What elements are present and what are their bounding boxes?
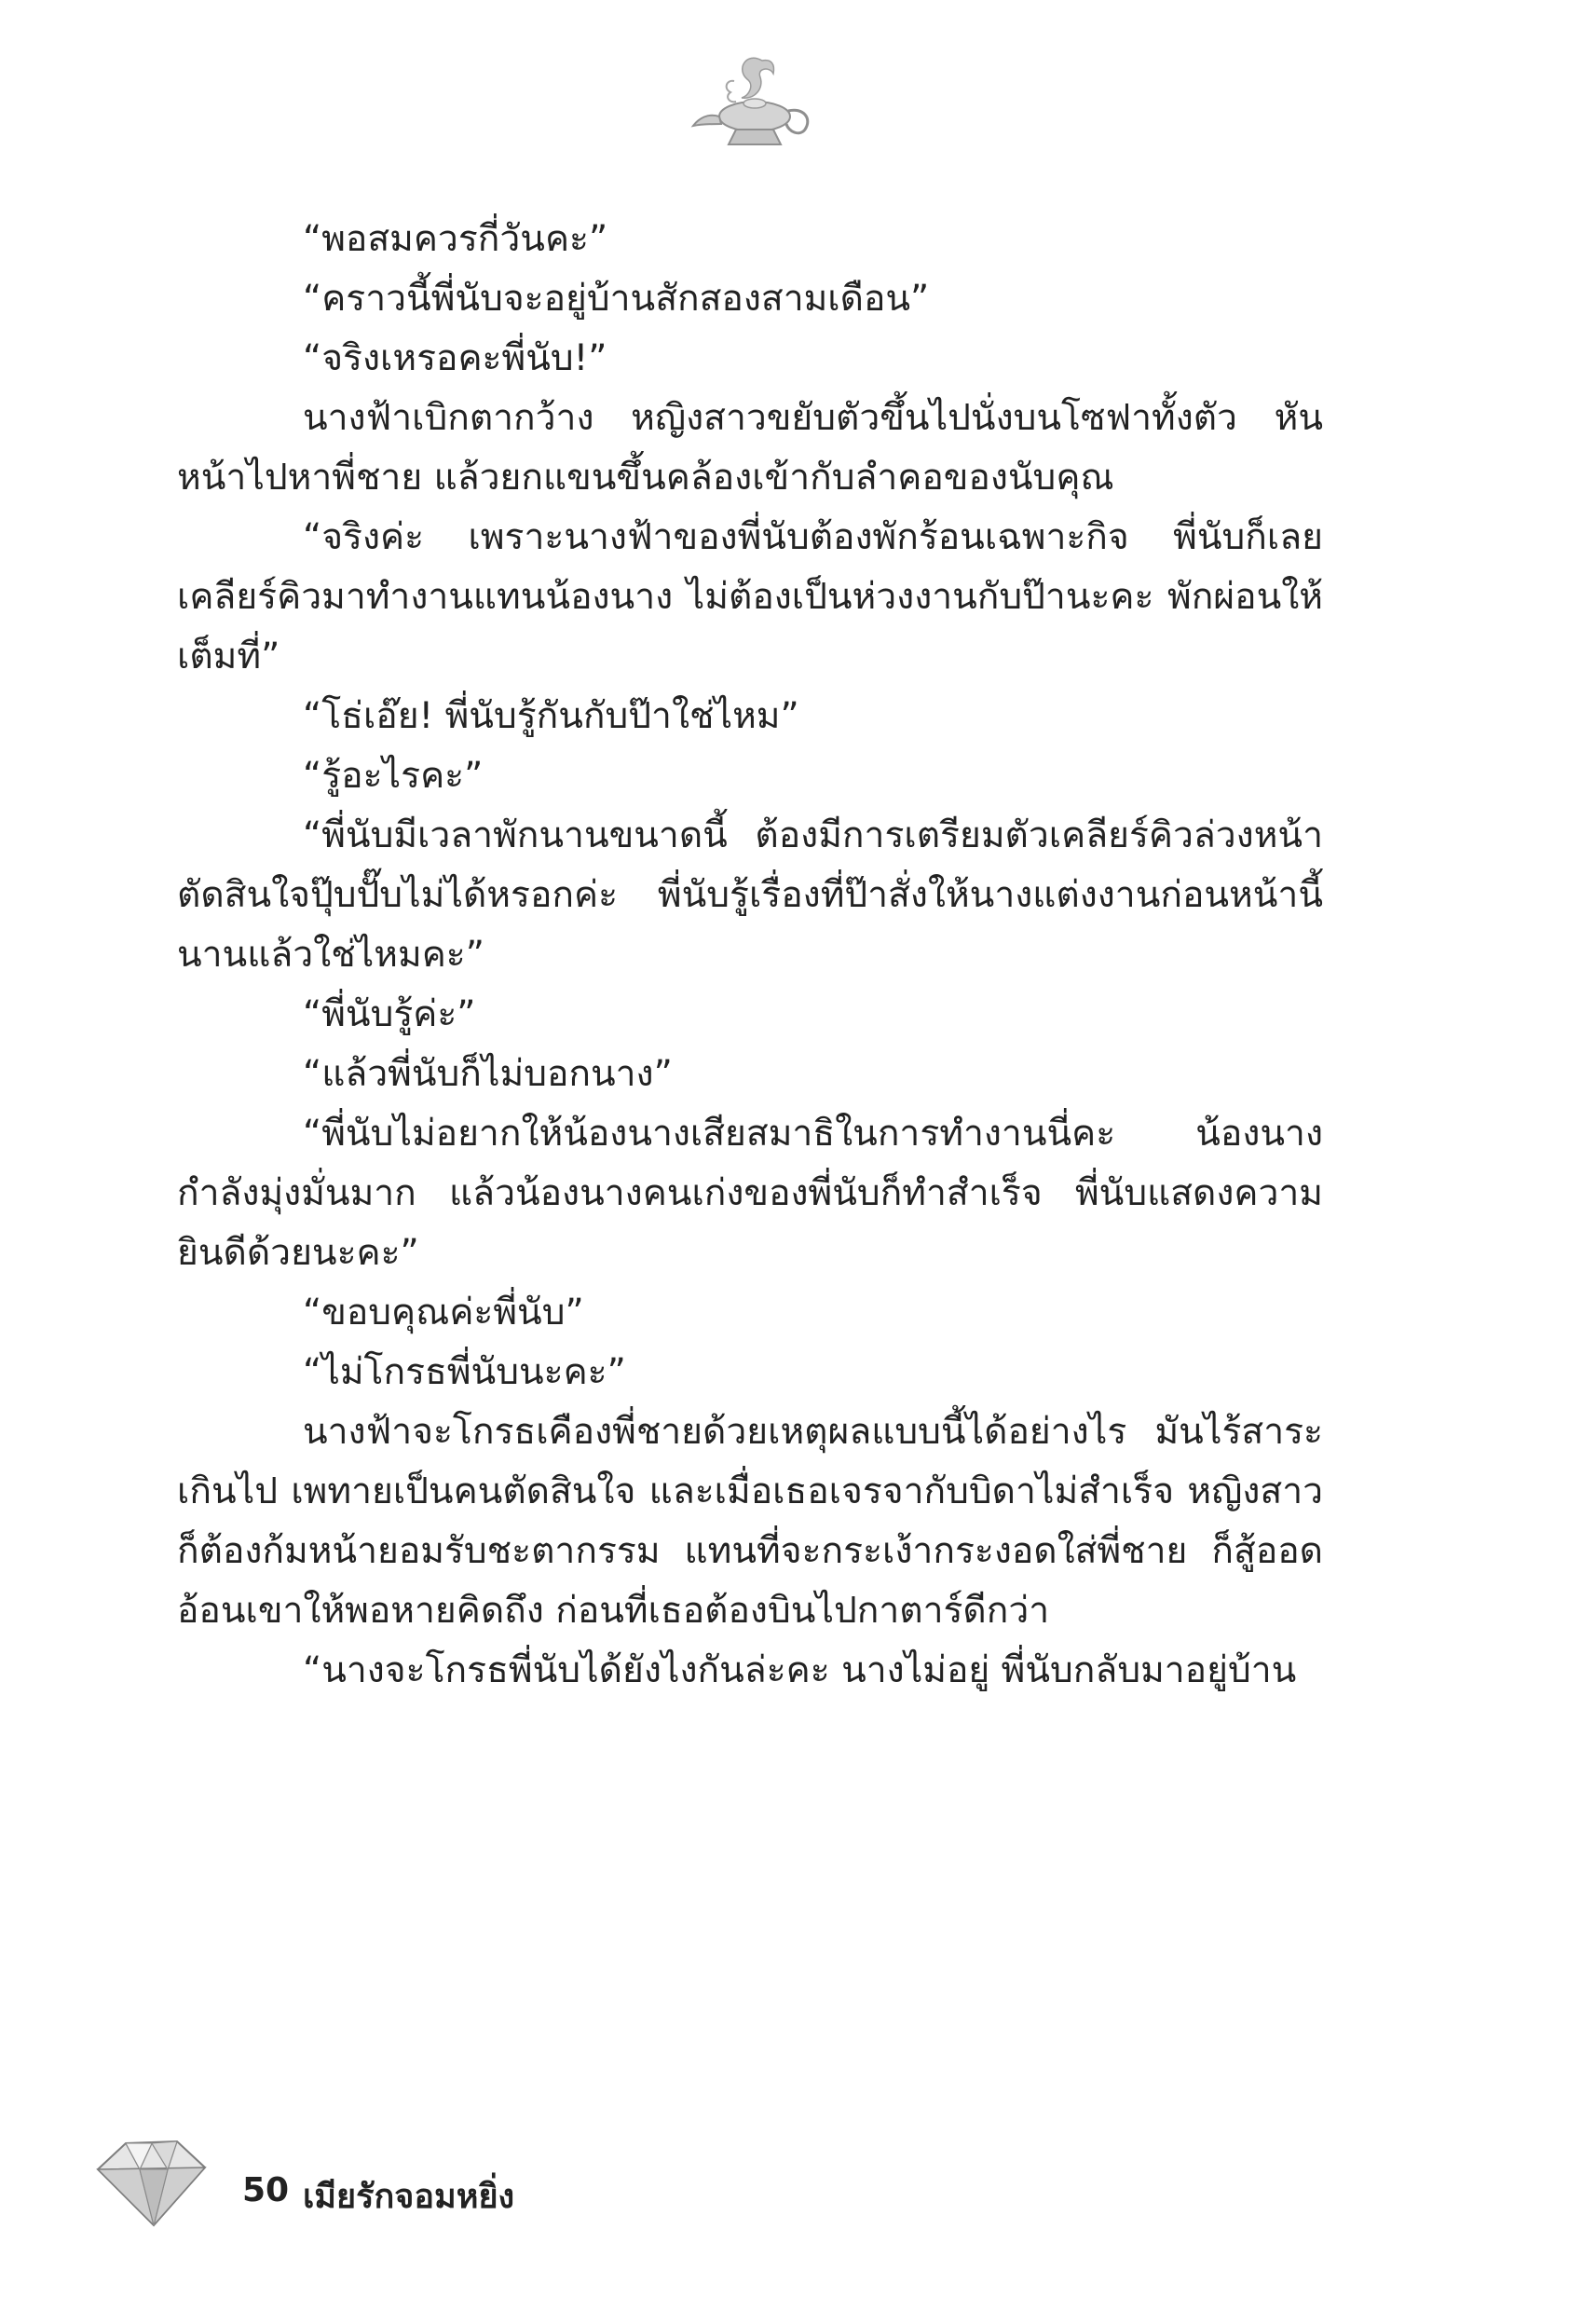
paragraph: นางฟ้าเบิกตากว้าง หญิงสาวขยับตัวขึ้นไปนั่งบนโซฟาทั้งตัว หันหน้าไปหาพี่ชาย แล้วยกแขนขึ้นคล้องเข้ากับลำคอของนับคุณ xyxy=(177,397,1323,499)
paragraph: “พี่นับมีเวลาพักนานขนาดนี้ ต้องมีการเตรียมตัวเคลียร์คิวล่วงหน้า ตัดสินใจปุ๊บปั๊บไม่ได้หรอกค่ะ พี่นับรู้เรื่องที่ป๊าสั่งให้นางแต่งงานก่อนหน้านี้นานแล้วใช่ไหมคะ” xyxy=(177,814,1323,976)
paragraph: “โธ่เอ๊ย! พี่นับรู้กันกับป๊าใช่ไหม” xyxy=(303,695,799,737)
paragraph: นางฟ้าจะโกรธเคืองพี่ชายด้วยเหตุผลแบบนี้ได้อย่างไร มันไร้สาระเกินไป เพทายเป็นคนตัดสินใจ และเมื่อเธอเจรจากับบิดาไม่สำเร็จ หญิงสาวก็ต้องก้มหน้ายอมรับชะตากรรม แทนที่จะกระเง้ากระงอดใส่พี่ชาย ก็สู้ออดอ้อนเขาให้พอหายคิดถึง ก่อนที่เธอต้องบินไปกาตาร์ดีกว่า xyxy=(177,1411,1323,1632)
paragraph: “คราวนี้พี่นับจะอยู่บ้านสักสองสามเดือน” xyxy=(303,278,930,320)
paragraph: “รู้อะไรคะ” xyxy=(303,755,484,797)
paragraph: “พี่นับไม่อยากให้น้องนางเสียสมาธิในการทำงานนี่คะ น้องนางกำลังมุ่งมั่นมาก แล้วน้องนางคนเก่งของพี่นับก็ทำสำเร็จ พี่นับแสดงความยินดีด้วยนะคะ” xyxy=(177,1113,1323,1274)
paragraph: “ขอบคุณค่ะพี่นับ” xyxy=(303,1292,584,1333)
paragraph: “จริงเหรอคะพี่นับ!” xyxy=(303,337,607,379)
page-footer xyxy=(89,2132,741,2235)
genie-lamp-icon xyxy=(689,51,820,163)
page-number: 50 xyxy=(242,2171,290,2209)
paragraph: “ไม่โกรธพี่นับนะคะ” xyxy=(303,1351,626,1393)
diamond-icon xyxy=(89,2132,210,2235)
paragraph: “พี่นับรู้ค่ะ” xyxy=(303,993,476,1035)
body-text xyxy=(177,210,1323,1701)
paragraph: “แล้วพี่นับก็ไม่บอกนาง” xyxy=(303,1053,673,1095)
paragraph: “จริงค่ะ เพราะนางฟ้าของพี่นับต้องพักร้อนเฉพาะกิจ พี่นับก็เลยเคลียร์คิวมาทำงานแทนน้องนาง ไม่ต้องเป็นห่วงงานกับป๊านะคะ พักผ่อนให้เต็มที่” xyxy=(177,516,1323,677)
book-title: เมียรักจอมหยิ่ง xyxy=(303,2178,515,2216)
paragraph: “พอสมควรกี่วันคะ” xyxy=(303,218,608,260)
paragraph: “นางจะโกรธพี่นับได้ยังไงกันล่ะคะ นางไม่อยู่ พี่นับกลับมาอยู่บ้าน xyxy=(303,1649,1297,1691)
